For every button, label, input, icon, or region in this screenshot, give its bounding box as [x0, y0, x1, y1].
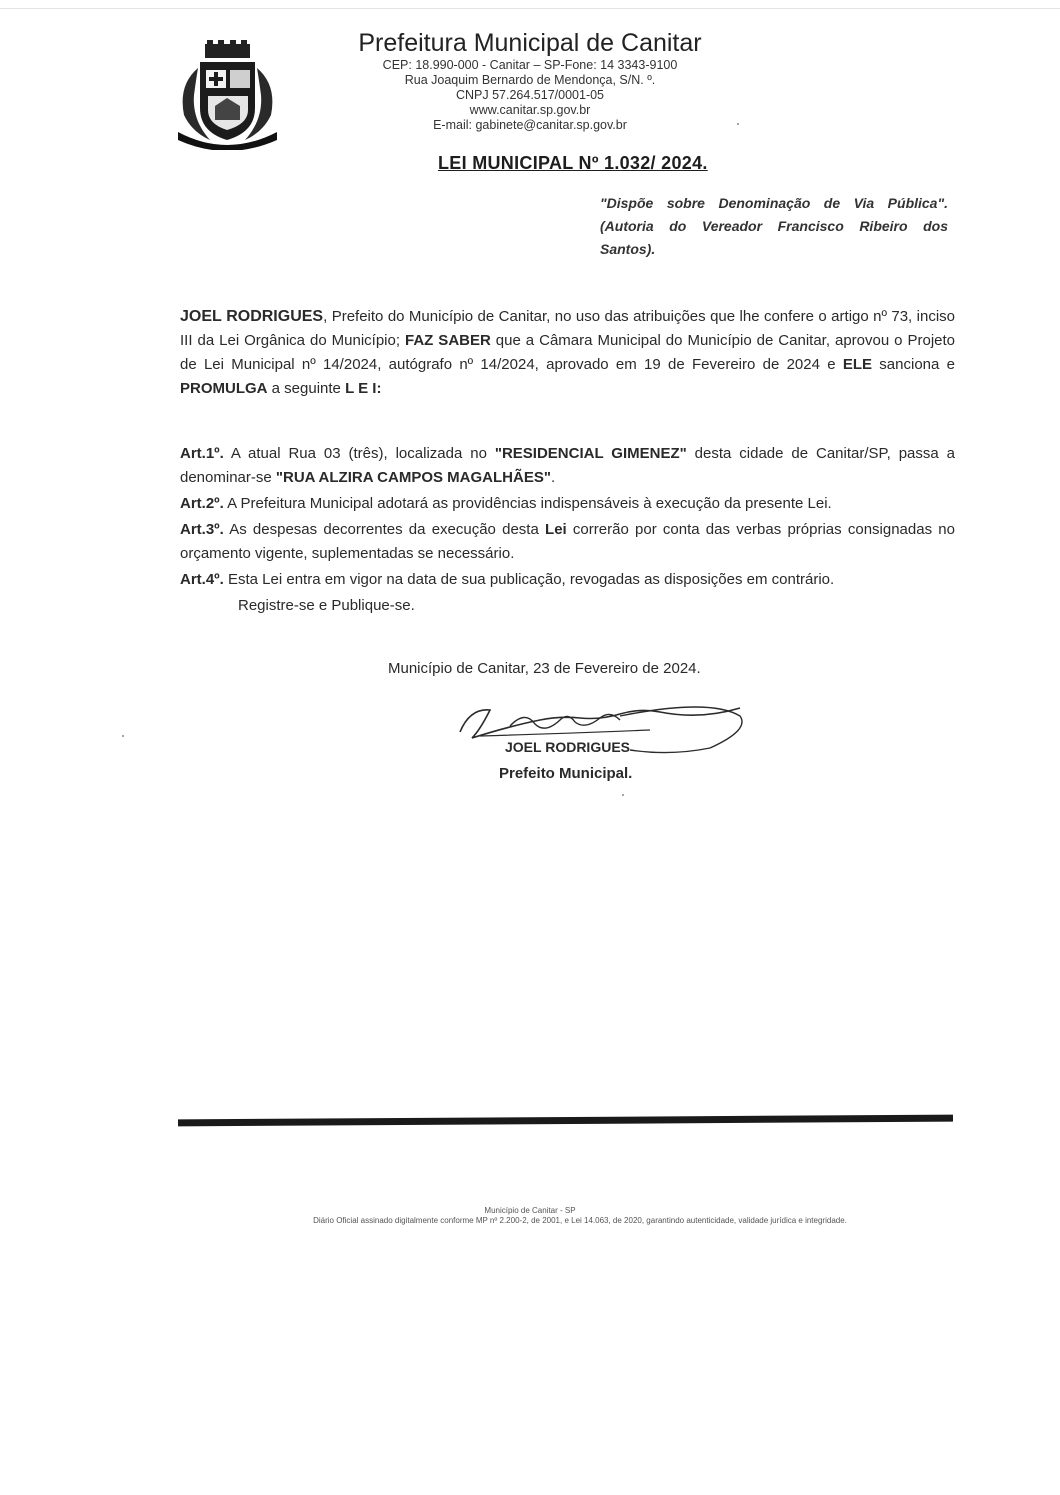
preamble-text-1: , Prefeito do Município de Canitar, no uso das atribuições que lhe confere o artigo nº 73, inciso III da Lei Orgânica do Município; [180, 308, 956, 349]
article-1-label: Art.1º. [180, 445, 224, 462]
preamble-paragraph [180, 305, 955, 401]
date-line: Município de Canitar, 23 de Fevereiro de 2024. [388, 660, 701, 677]
article-1-text-a: A atual Rua 03 (três), localizada no [223, 445, 495, 462]
new-street-name: "RUA ALZIRA CAMPOS MAGALHÃES" [275, 469, 551, 486]
preamble-text-3: sanciona e [872, 356, 955, 373]
website: www.canitar.sp.gov.br [469, 103, 591, 117]
footer-legal-notice: Diário Oficial assinado digitalmente conforme MP nº 2.200-2, de 2001, e Lei 14.063, de 2020, garantindo autenticidade, validade jurídica e integridade. [313, 1216, 847, 1225]
scan-speck [622, 794, 624, 796]
article-2 [180, 492, 955, 516]
closing-line: Registre-se e Publique-se. [238, 597, 415, 614]
address-street: Rua Joaquim Bernardo de Mendonça, S/N. º. [404, 73, 656, 87]
ele: ELE [842, 356, 873, 373]
municipality-title: Prefeitura Municipal de Canitar [358, 29, 702, 57]
article-1-text-c: . [550, 469, 556, 486]
email: E-mail: gabinete@canitar.sp.gov.br [433, 118, 627, 132]
letterhead [320, 28, 740, 133]
article-4-text: Esta Lei entra em vigor na data de sua publicação, revogadas as disposições em contrário. [223, 571, 835, 588]
scan-speck [122, 735, 124, 737]
residencial-name: "RESIDENCIAL GIMENEZ" [494, 445, 687, 462]
article-3-text-b: correrão por conta das verbas próprias consignadas no orçamento vigente, suplementadas se necessário. [180, 521, 955, 562]
address-cep-phone: CEP: 18.990-000 - Canitar – SP-Fone: 14 3343-9100 [382, 58, 678, 72]
footer-municipality: Município de Canitar - SP [484, 1206, 576, 1215]
footer-divider [178, 1115, 953, 1127]
signer-name: JOEL RODRIGUES [505, 739, 630, 755]
law-title: LEI MUNICIPAL Nº 1.032/ 2024. [438, 153, 708, 173]
cnpj: CNPJ 57.264.517/0001-05 [455, 88, 605, 102]
mayor-name: JOEL RODRIGUES [180, 308, 324, 325]
article-4 [180, 568, 955, 592]
faz-saber: FAZ SABER [405, 332, 491, 349]
article-2-label: Art.2º. [180, 495, 224, 512]
article-1 [180, 442, 955, 490]
article-4-label: Art.4º. [180, 571, 224, 588]
promulga: PROMULGA [180, 380, 268, 397]
signer-role: Prefeito Municipal. [499, 765, 633, 782]
page-top-rule [0, 8, 1060, 9]
article-3-text-a: As despesas decorrentes da execução desta [223, 521, 546, 538]
article-2-text: A Prefeitura Municipal adotará as providências indispensáveis à execução da presente Lei. [223, 495, 832, 512]
articles-section [180, 442, 955, 620]
article-3-lei: Lei [545, 521, 567, 538]
article-3 [180, 518, 955, 566]
law-summary: "Dispõe sobre Denominação de Via Pública".(Autoria do Vereador Francisco Ribeiro dos Santos). [600, 195, 948, 257]
preamble-text-4: a seguinte [267, 380, 346, 397]
preamble-text-2: que a Câmara Municipal do Município de Canitar, aprovou o Projeto de Lei Municipal nº 14/2024, autógrafo nº 14/2024, aprovado em 19 de Fevereiro de 2024 e [180, 332, 956, 373]
scan-speck [737, 123, 739, 125]
lei-word: L E I: [345, 380, 382, 397]
article-3-label: Art.3º. [180, 521, 224, 538]
municipal-coat-of-arms-icon [170, 40, 285, 150]
article-1-text-b: desta cidade de Canitar/SP, passa a denominar-se [180, 445, 955, 486]
